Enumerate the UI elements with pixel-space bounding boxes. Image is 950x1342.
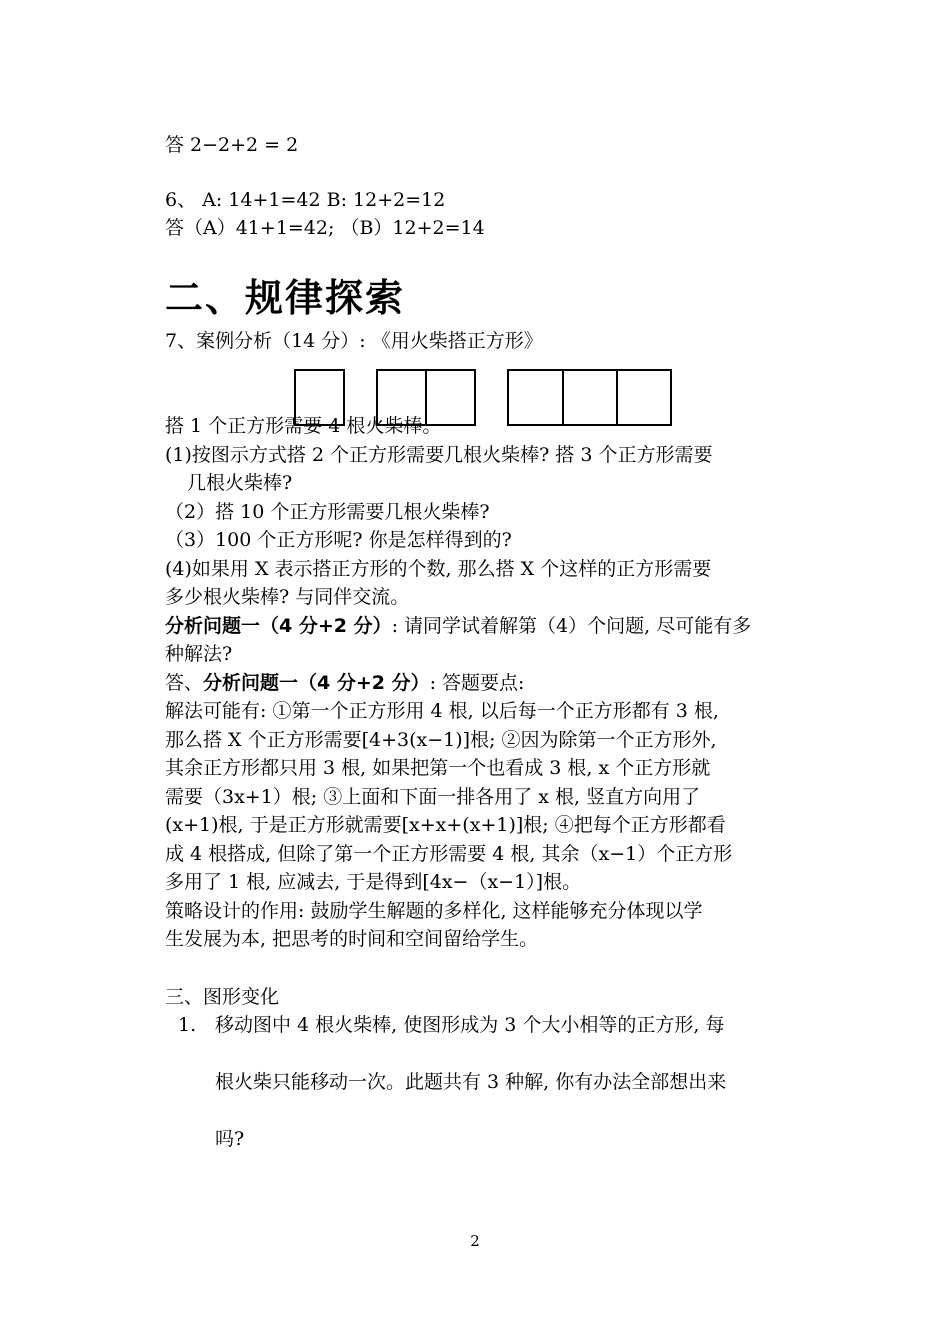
line-answer-analysis xyxy=(165,669,524,697)
line-solution-5: (x+1)根, 于是正方形就需要[x+x+(x+1)]根; ④把每个正方形都看 xyxy=(165,814,726,836)
square-3a xyxy=(507,369,564,426)
line-analysis xyxy=(165,612,751,640)
line-q7-1: (1)按图示方式搭 2 个正方形需要几根火柴棒? 搭 3 个正方形需要 xyxy=(165,444,713,466)
line-q7-4: (4)如果用 X 表示搭正方形的个数, 那么搭 X 个这样的正方形需要 xyxy=(165,558,712,580)
line-q7-4-cont: 多少根火柴棒? 与同伴交流。 xyxy=(165,586,410,608)
line-strategy-2: 生发展为本, 把思考的时间和空间留给学生。 xyxy=(165,928,539,950)
line-q7-title: 7、案例分析（14 分）: 《用火柴搭正方形》 xyxy=(165,330,543,352)
page-number: 2 xyxy=(470,1232,480,1250)
analysis-text: : 请同学试着解第（4）个问题, 尽可能有多 xyxy=(391,615,752,637)
answer-label: 分析问题一（4 分+2 分） xyxy=(203,672,430,694)
line-solution-2: 那么搭 X 个正方形需要[4+3(x−1)]根; ②因为除第一个正方形外, xyxy=(165,729,717,751)
line-task-1-cont: 根火柴只能移动一次。此题共有 3 种解, 你有办法全部想出来 xyxy=(215,1071,727,1093)
line-q7-3: （3）100 个正方形呢? 你是怎样得到的? xyxy=(165,529,512,551)
answer-text: : 答题要点: xyxy=(429,672,525,694)
analysis-label: 分析问题一（4 分+2 分） xyxy=(165,615,392,637)
section-heading: 二、规律探索 xyxy=(165,276,406,320)
line-solution-7: 多用了 1 根, 应减去, 于是得到[4x−（x−1）]根。 xyxy=(165,871,582,893)
list-number-1: 1. xyxy=(178,1014,197,1036)
line-solution-3: 其余正方形都只用 3 根, 如果把第一个也看成 3 根, x 个正方形就 xyxy=(165,757,711,779)
line-solution-1: 解法可能有: ①第一个正方形用 4 根, 以后每一个正方形都有 3 根, xyxy=(165,700,719,722)
line-analysis-cont: 种解法? xyxy=(165,643,233,665)
answer-prefix: 答、 xyxy=(165,672,204,694)
line-solution-6: 成 4 根搭成, 但除了第一个正方形需要 4 根, 其余（x−1）个正方形 xyxy=(165,843,733,865)
line-q7-intro: 搭 1 个正方形需要 4 根火柴棒。 xyxy=(165,415,442,437)
line-task-1-end: 吗? xyxy=(215,1128,245,1150)
line-q6: 6、 A: 14+1=42 B: 12+2=12 xyxy=(165,189,446,211)
section-3-heading: 三、图形变化 xyxy=(165,986,280,1008)
line-q7-2: （2）搭 10 个正方形需要几根火柴棒? xyxy=(165,501,490,523)
line-q7-1-cont: 几根火柴棒? xyxy=(187,472,293,494)
line-solution-4: 需要（3x+1）根; ③上面和下面一排各用了 x 根, 竖直方向用了 xyxy=(165,786,701,808)
line-strategy-1: 策略设计的作用: 鼓励学生解题的多样化, 这样能够充分体现以学 xyxy=(165,900,703,922)
square-3c xyxy=(616,369,672,426)
line-answer-1: 答 2−2+2 = 2 xyxy=(165,134,299,156)
square-3b xyxy=(562,369,618,426)
line-answer-6: 答（A）41+1=42; （B）12+2=14 xyxy=(165,217,485,239)
line-task-1: 移动图中 4 根火柴棒, 使图形成为 3 个大小相等的正方形, 每 xyxy=(215,1014,725,1036)
